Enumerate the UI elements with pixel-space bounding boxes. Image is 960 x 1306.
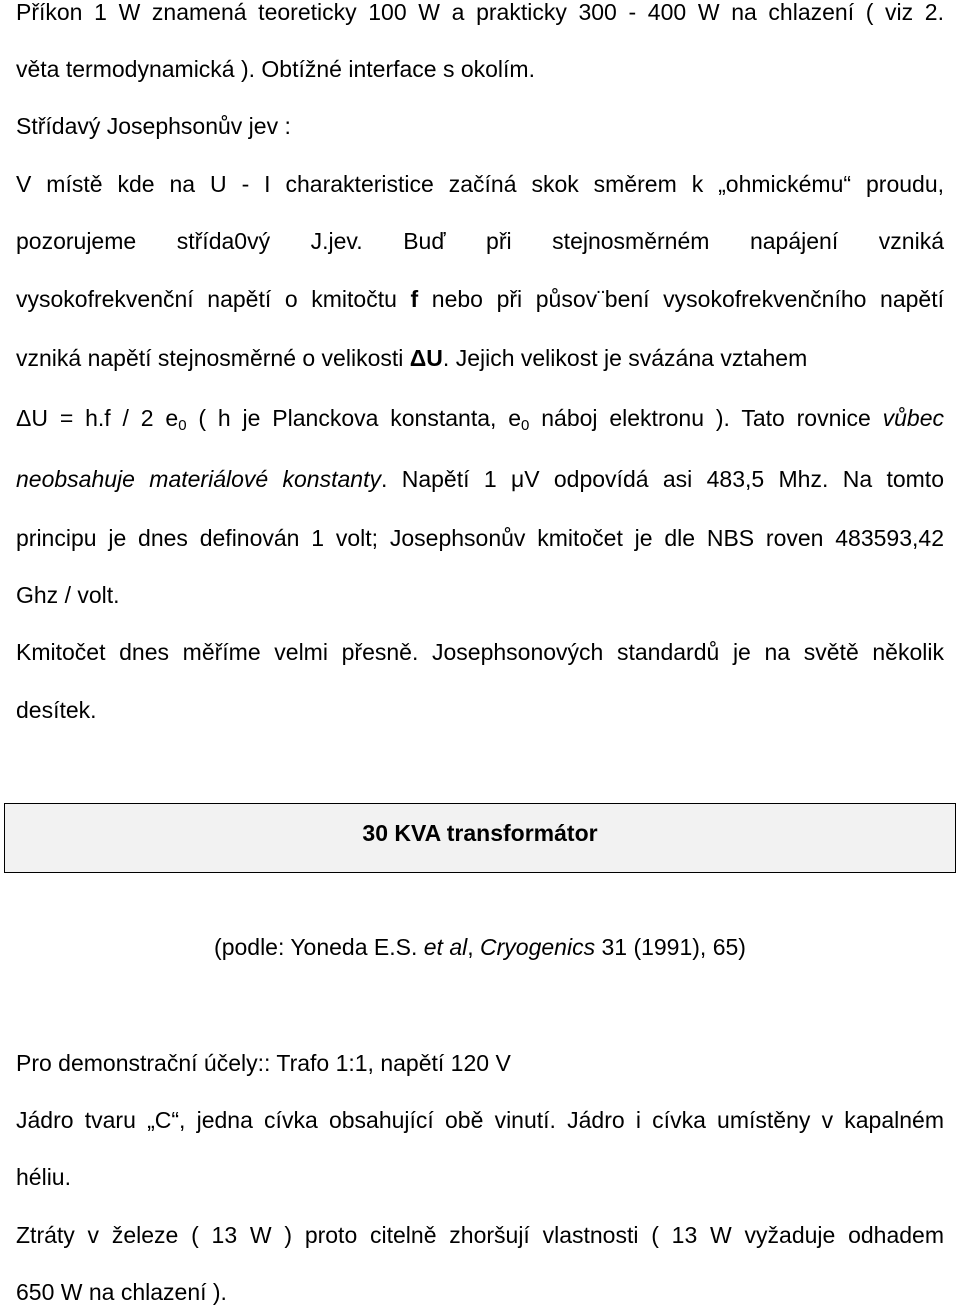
frequency-symbol: f bbox=[410, 286, 419, 312]
paragraph-line: vzniká napětí stejnosměrné o velikosti ΔU. Jejich velikost je svázána vztahem bbox=[16, 345, 808, 371]
section-title-box bbox=[4, 803, 956, 873]
delta-u-symbol: ΔU bbox=[409, 345, 443, 371]
paragraph-line: Pro demonstrační účely:: Trafo 1:1, napětí 120 V bbox=[16, 1050, 511, 1076]
paragraph-line: vysokofrekvenční napětí o kmitočtu f nebo při půsov¨bení vysokofrekvenčního napětí bbox=[16, 286, 944, 312]
paragraph-line: pozorujeme střída0vý J.jev. Buď při stejnosměrném napájení vzniká bbox=[16, 228, 944, 254]
paragraph-line: Ghz / volt. bbox=[16, 582, 120, 608]
paragraph-line: desítek. bbox=[16, 697, 97, 723]
paragraph-line: věta termodynamická ). Obtížné interface s okolím. bbox=[16, 56, 535, 82]
paragraph-line: Jádro tvaru „C“, jedna cívka obsahující obě vinutí. Jádro i cívka umístěny v kapalném bbox=[16, 1107, 944, 1133]
paragraph-line: héliu. bbox=[16, 1164, 71, 1190]
paragraph-line: principu je dnes definován 1 volt; Josephsonův kmitočet je dle NBS roven 483593,42 bbox=[16, 525, 944, 551]
paragraph-line: V místě kde na U - I charakteristice začíná skok směrem k „ohmickému“ proudu, bbox=[16, 171, 944, 197]
paragraph-line: Příkon 1 W znamená teoreticky 100 W a prakticky 300 - 400 W na chlazení ( viz 2. bbox=[16, 0, 944, 25]
section-heading: Střídavý Josephsonův jev : bbox=[16, 113, 291, 139]
section-title: 30 KVA transformátor bbox=[362, 820, 598, 846]
paragraph-line: neobsahuje materiálové konstanty. Napětí 1 μV odpovídá asi 483,5 Mhz. Na tomto bbox=[16, 466, 944, 492]
paragraph-line: 650 W na chlazení ). bbox=[16, 1279, 227, 1305]
paragraph-line: Kmitočet dnes měříme velmi přesně. Josephsonových standardů je na světě několik bbox=[16, 639, 944, 665]
equation-line: ΔU = h.f / 2 $e_0$ ( h je Planckova konstanta, $e_0$ náboj elektronu ). Tato rovnice vůbec bbox=[16, 405, 945, 434]
citation: (podle: Yoneda E.S. et al, Cryogenics 31 (1991), 65) bbox=[214, 934, 746, 960]
paragraph-line: Ztráty v železe ( 13 W ) proto citelně zhoršují vlastnosti ( 13 W vyžaduje odhadem bbox=[16, 1222, 944, 1248]
